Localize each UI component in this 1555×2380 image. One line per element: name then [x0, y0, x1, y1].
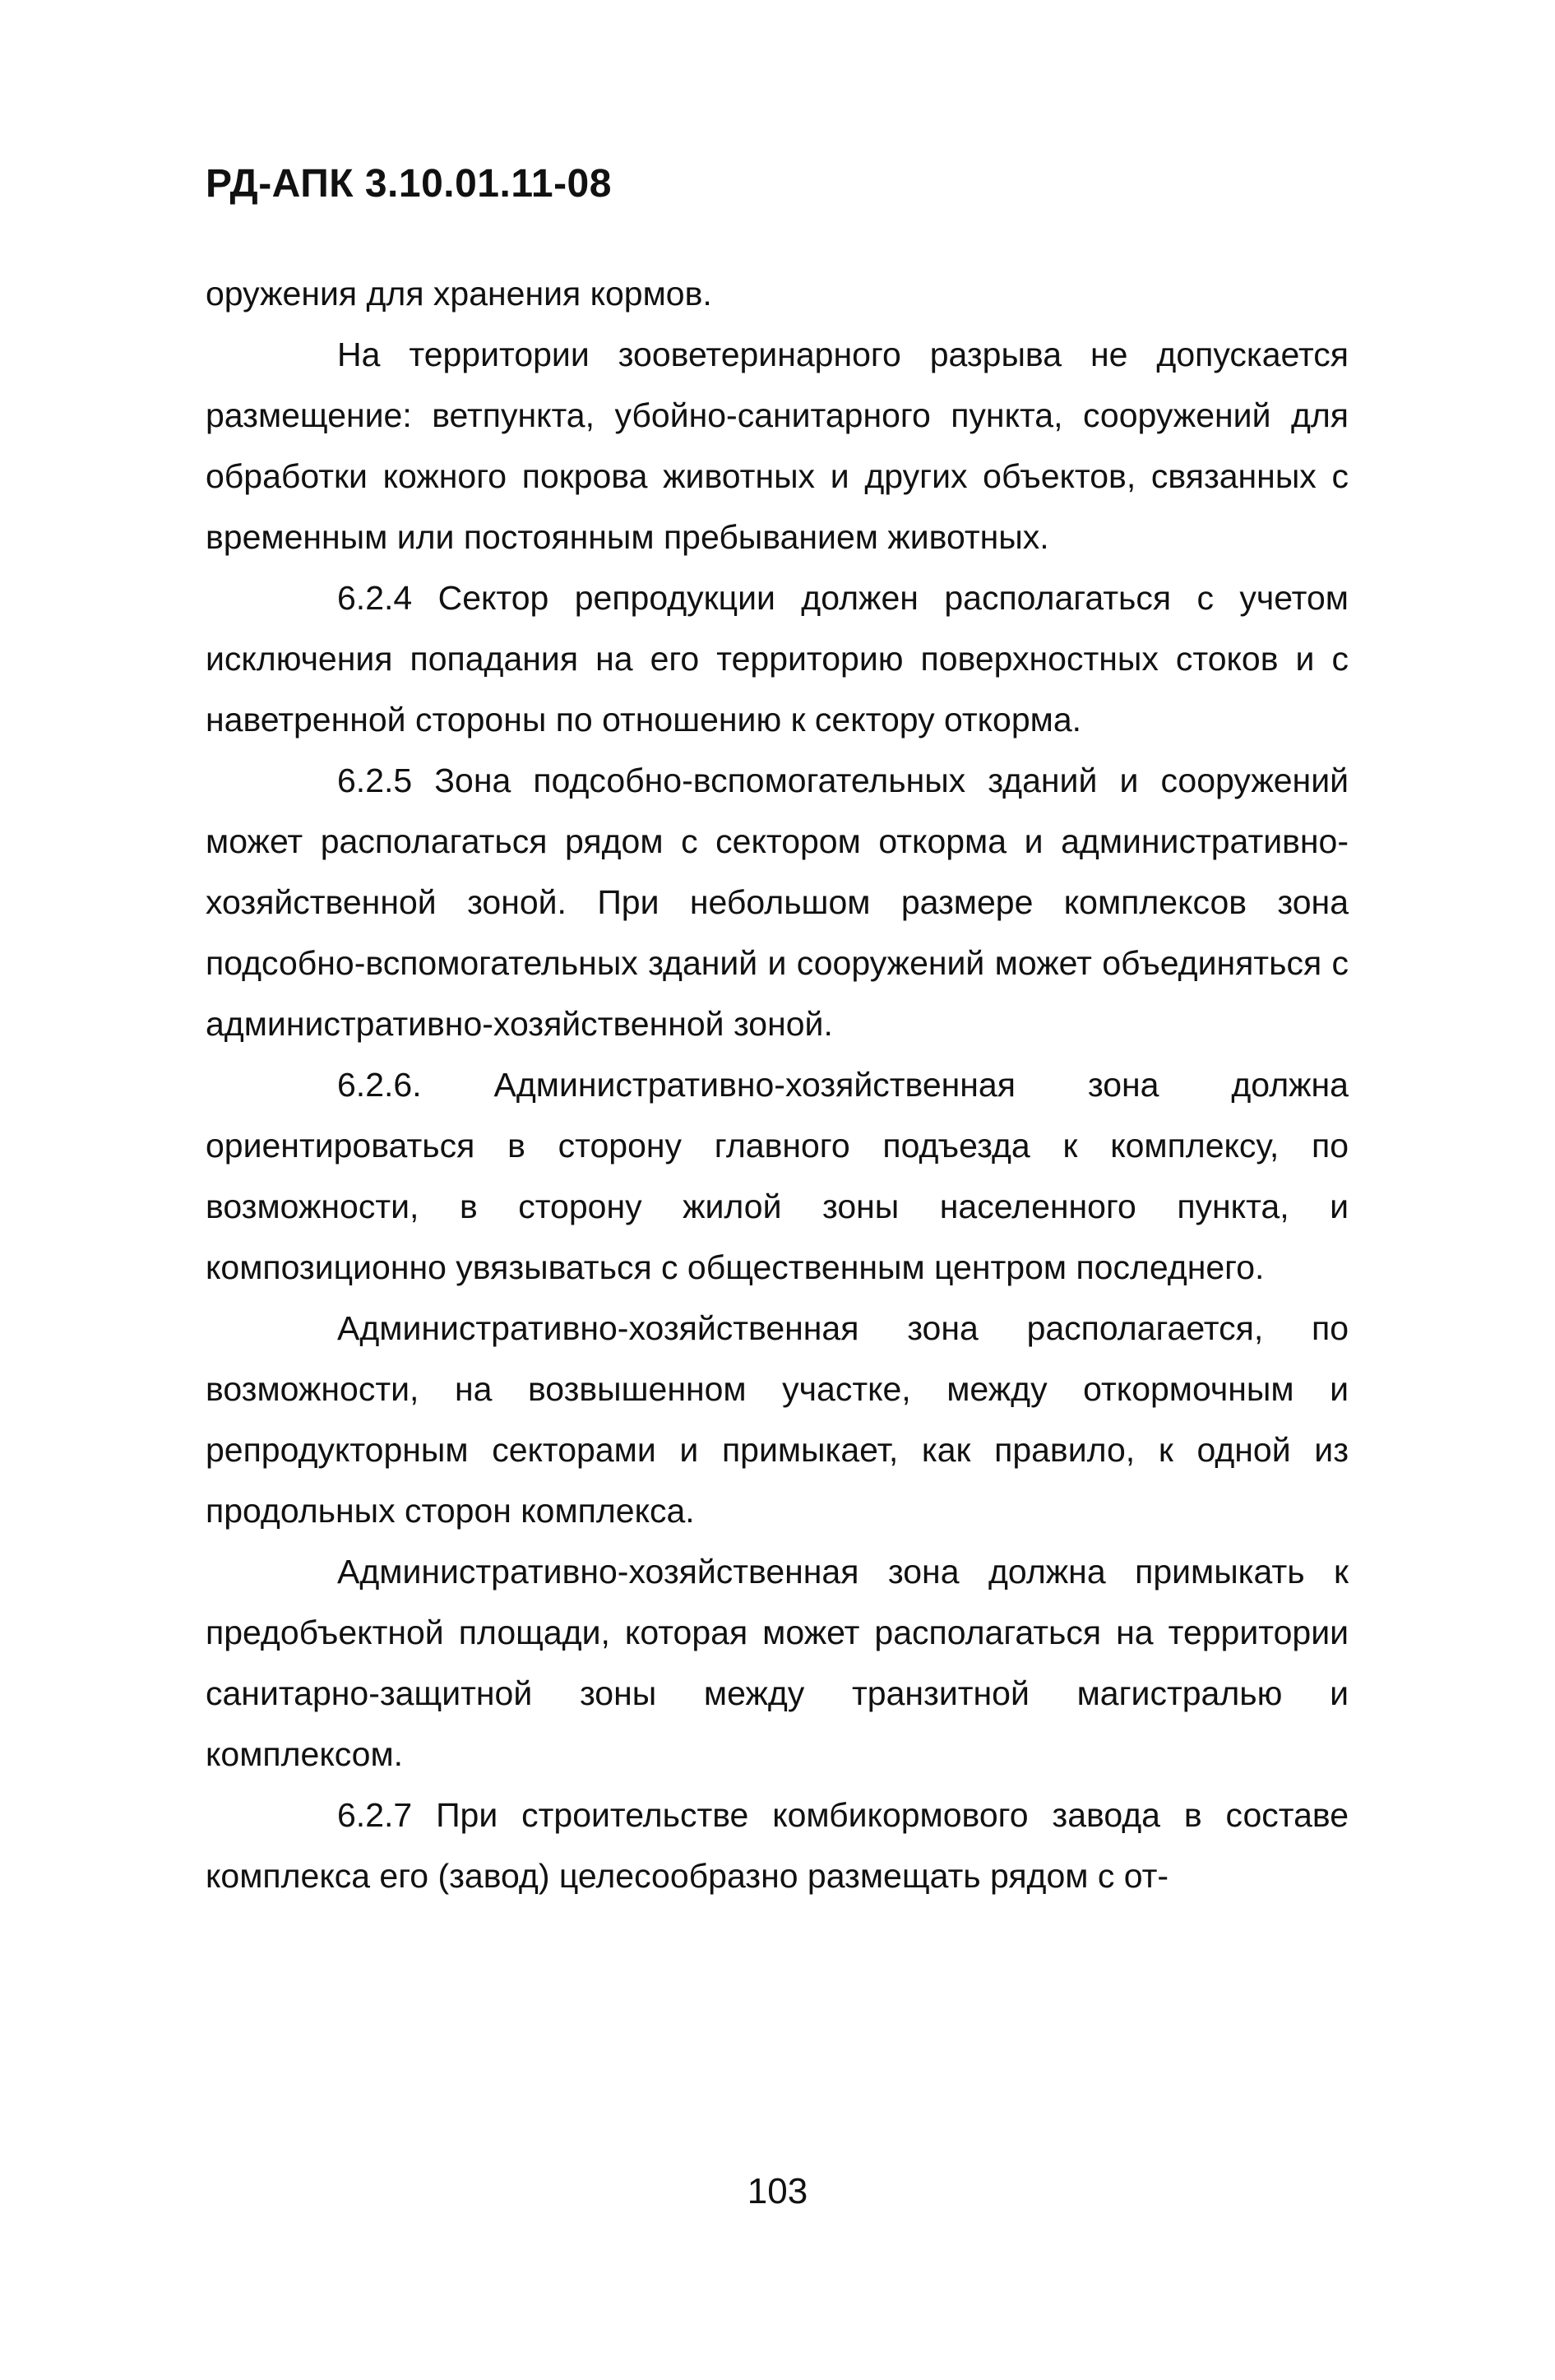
document-code-header: РД-АПК 3.10.01.11-08 — [206, 162, 612, 206]
paragraph-admin-zone-adjacency: Административно-хозяйственная зона должна примыкать к предобъектной площади, которая может располагаться на территории санитарно-защитной зоны между транзитной магистралью и комплексом. — [206, 1553, 1349, 1773]
paragraph-continuation: оружения для хранения кормов. — [206, 275, 712, 313]
paragraph-6-2-6: 6.2.6. Административно-хозяйственная зона должна ориентироваться в сторону главного подъезда к комплексу, по возможности, в сторону жилой зоны населенного пункта, и композиционно увязываться с общественным центром последнего. — [206, 1066, 1349, 1286]
body-text — [206, 263, 1349, 1906]
paragraph-6-2-7: 6.2.7 При строительстве комбикормового завода в составе комплекса его (завод) целесообразно размещать рядом с от- — [206, 1796, 1349, 1895]
paragraph-admin-zone-location: Административно-хозяйственная зона располагается, по возможности, на возвышенном участке, между откормочным и репродукторным секторами и примыкает, как правило, к одной из продольных сторон комплекса. — [206, 1309, 1349, 1530]
paragraph-6-2-5: 6.2.5 Зона подсобно-вспомогательных зданий и сооружений может располагаться рядом с сектором откорма и административно-хозяйственной зоной. При небольшом размере комплексов зона подсобно-вспомогательных зданий и сооружений может объединяться с административно-хозяйственной зоной. — [206, 762, 1349, 1043]
page-number: 103 — [747, 2171, 808, 2211]
paragraph-6-2-4: 6.2.4 Сектор репродукции должен располагаться с учетом исключения попадания на его территорию поверхностных стоков и с наветренной стороны по отношению к сектору откорма. — [206, 579, 1349, 739]
paragraph-zoovet-gap: На территории зооветеринарного разрыва не допускается размещение: ветпункта, убойно-санитарного пункта, сооружений для обработки кожного покрова животных и других объектов, связанных с временным или постоянным пребыванием животных. — [206, 336, 1349, 556]
document-page — [206, 164, 1349, 1906]
